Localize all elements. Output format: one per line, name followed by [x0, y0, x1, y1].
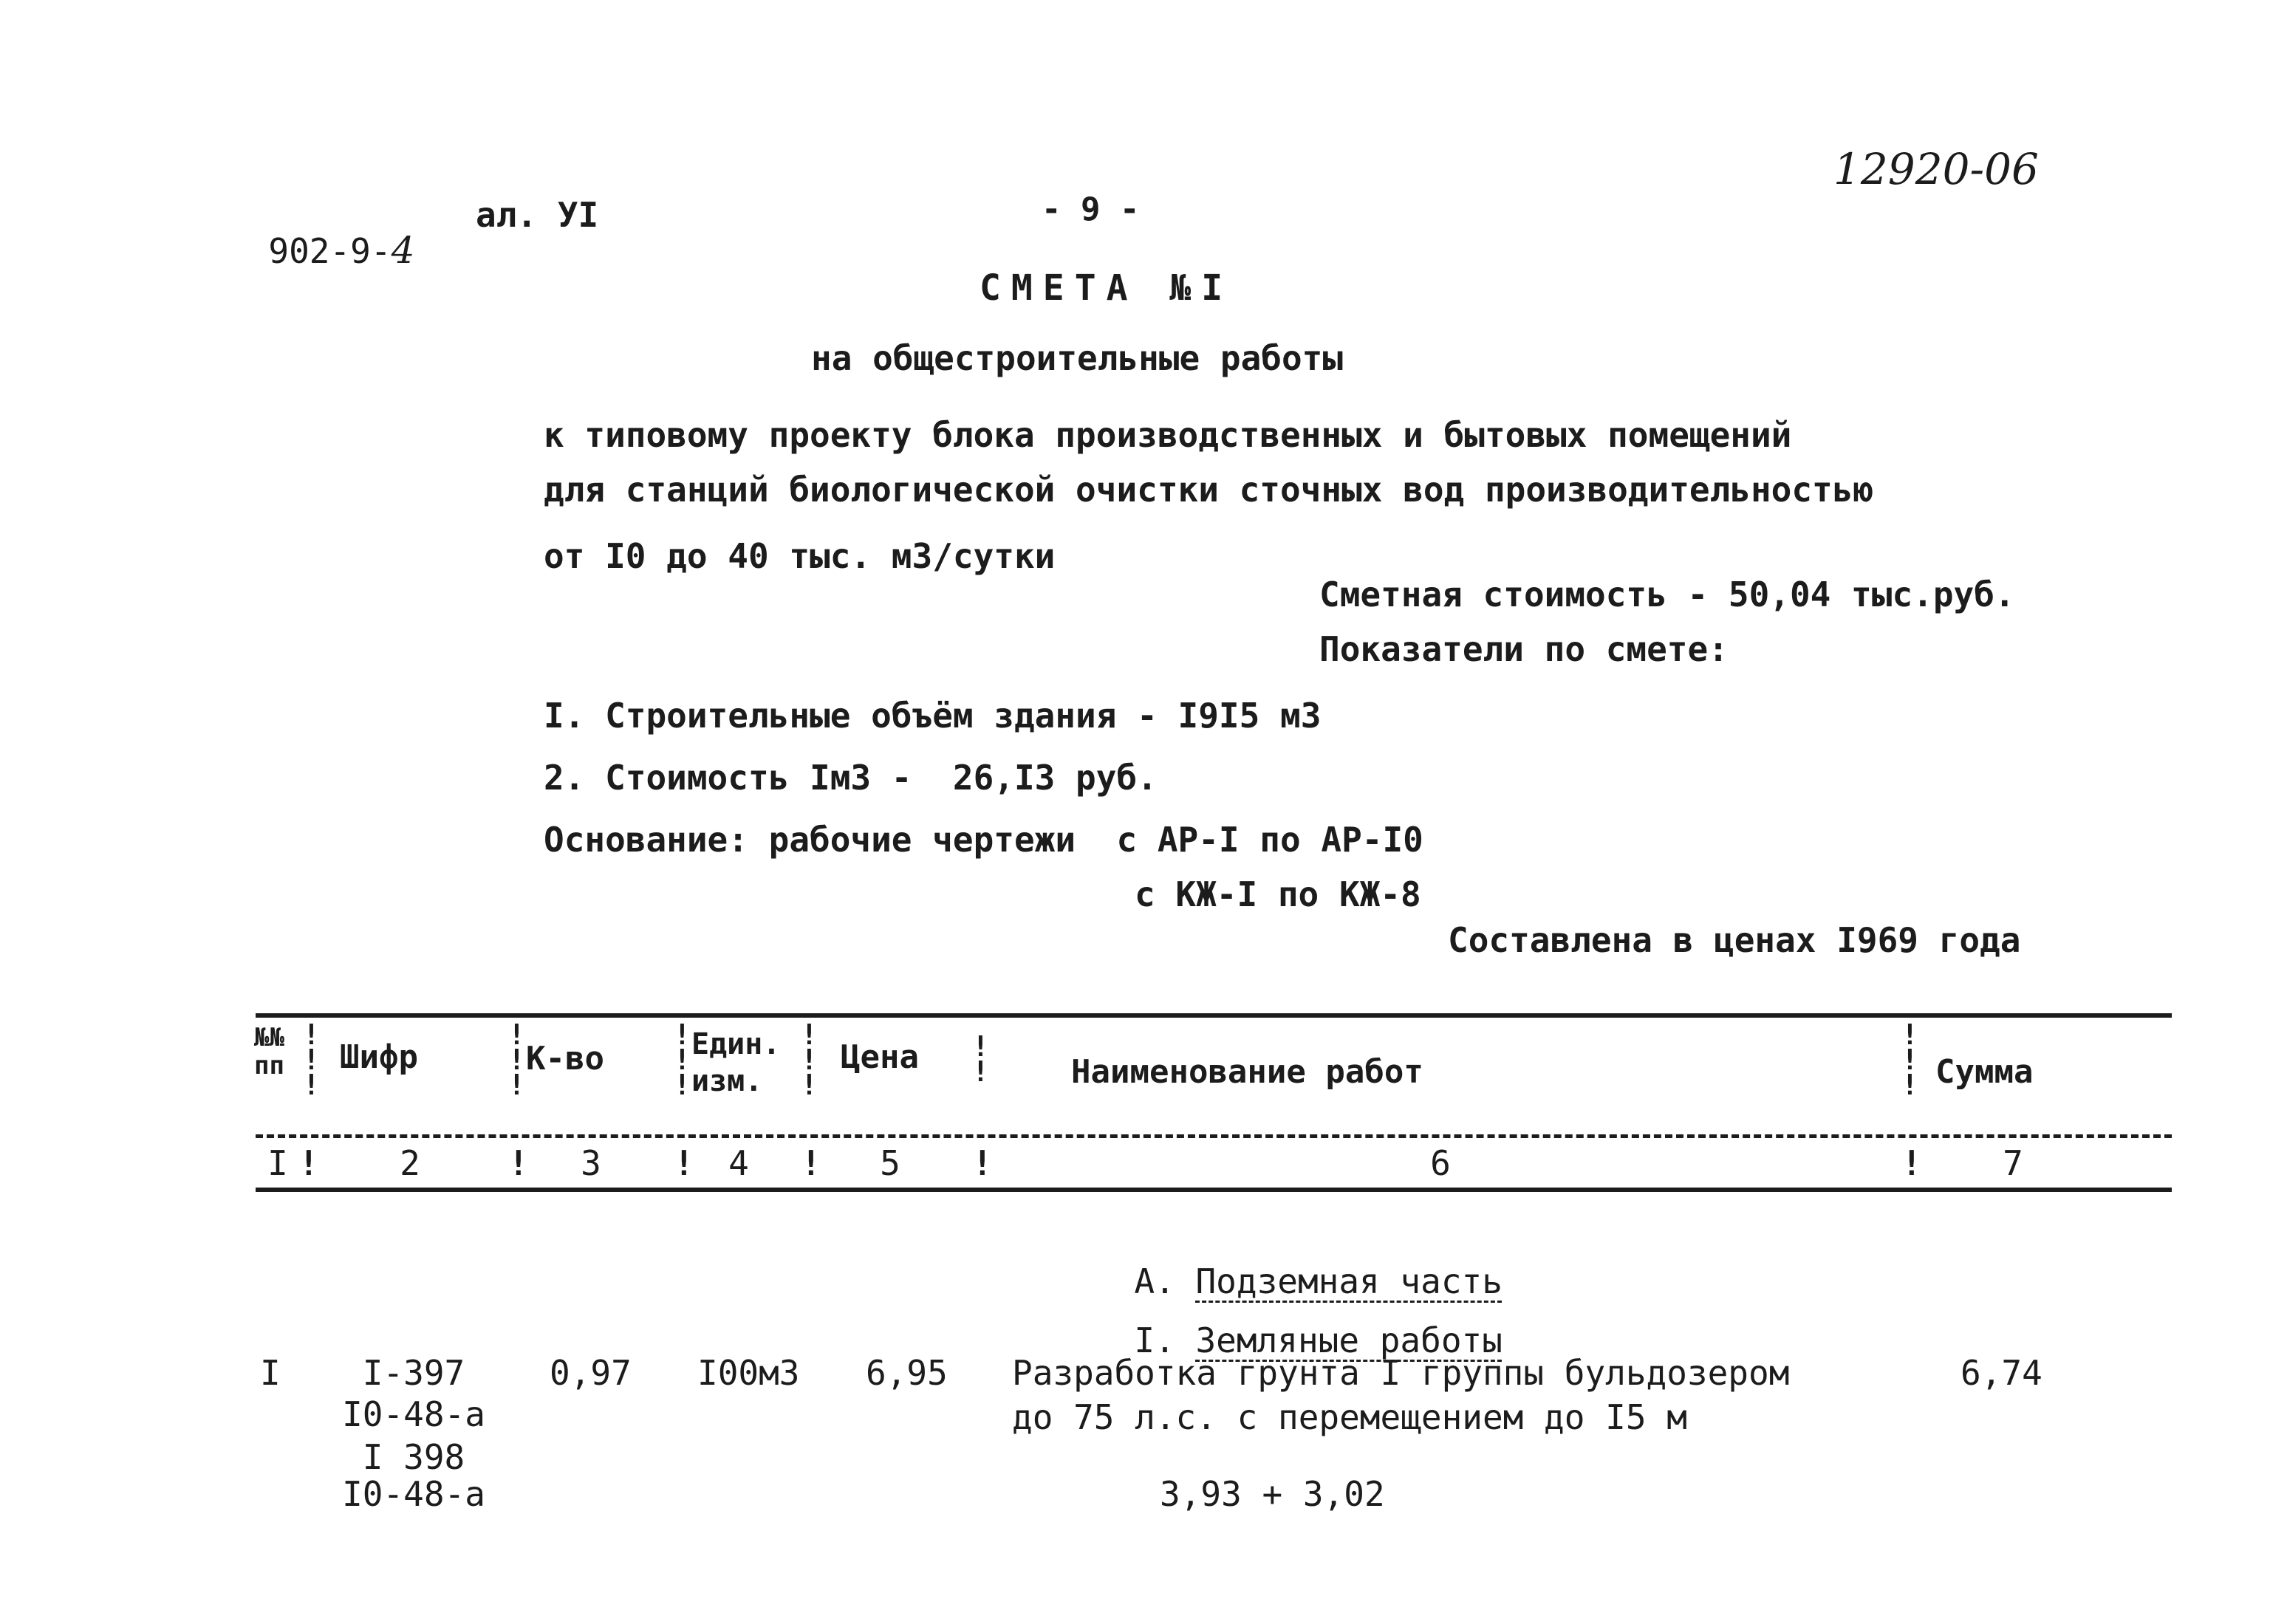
indicator-volume: I. Строительные объём здания - I9I5 м3 [544, 696, 1322, 736]
section-prefix: А. [1134, 1261, 1175, 1301]
row-price: 6,95 [866, 1353, 948, 1393]
section-underground-part [1093, 1230, 1503, 1301]
estimate-heading: СМЕТА №I [980, 267, 1234, 309]
header-num-line-2: пп [254, 1051, 284, 1080]
series-code: 902-9- [268, 231, 392, 271]
row-quantity: 0,97 [550, 1353, 632, 1393]
basis-line-1: Основание: рабочие чертежи с АР-I по АР-I0 [544, 820, 1423, 860]
col-number-2: 2 [400, 1143, 420, 1183]
col-number-separator: ! [508, 1143, 529, 1183]
row-code-3: I 398 [362, 1437, 465, 1477]
page-number: - 9 - [1042, 191, 1140, 228]
col-number-3: 3 [581, 1143, 601, 1183]
header-separators: ! ! ! [674, 1018, 691, 1101]
col-number-separator: ! [1901, 1143, 1922, 1183]
row-code-1: I-397 [362, 1353, 465, 1393]
col-number-separator: ! [972, 1143, 993, 1183]
col-number-7: 7 [2003, 1143, 2023, 1183]
header-separators: ! ! ! [1901, 1018, 1918, 1101]
col-number-1: I [267, 1143, 288, 1183]
col-number-6: 6 [1430, 1143, 1451, 1183]
row-code-4: I0-48-а [342, 1474, 485, 1514]
row-work-name-line-2: до 75 л.с. с перемещением до I5 м [1012, 1397, 1687, 1437]
header-unit-line-1: Един. [691, 1027, 781, 1061]
series-handwritten-digit: 4 [391, 229, 415, 272]
header-dashed-divider [256, 1134, 2172, 1138]
section-prefix: I. [1134, 1320, 1175, 1360]
col-number-4: 4 [728, 1143, 749, 1183]
indicators-label: Показатели по смете: [1319, 629, 1729, 669]
indicator-unit-cost: 2. Стоимость Iм3 - 26,I3 руб. [544, 758, 1158, 798]
row-sum: 6,74 [1960, 1353, 2042, 1393]
header-code: Шифр [340, 1038, 418, 1076]
row-work-name-line-1: Разработка грунта I группы бульдозером [1012, 1353, 1790, 1393]
row-unit: I00м3 [697, 1353, 800, 1393]
row-number: I [260, 1353, 281, 1393]
row-calculation: 3,93 + 3,02 [1160, 1474, 1385, 1514]
table-top-rule [256, 1013, 2172, 1018]
col-number-separator: ! [298, 1143, 319, 1183]
section-title: Подземная часть [1195, 1261, 1503, 1301]
col-number-separator: ! [674, 1143, 694, 1183]
header-price: Цена [841, 1038, 919, 1076]
col-number-5: 5 [880, 1143, 900, 1183]
document-series [228, 198, 415, 272]
row-code-2: I0-48-а [342, 1394, 485, 1434]
section-title: Земляные работы [1195, 1320, 1503, 1360]
col-number-separator: ! [801, 1143, 821, 1183]
project-description-line-1: к типовому проекту блока производственных и бытовых помещений [544, 415, 1792, 455]
estimated-cost: Сметная стоимость - 50,04 тыс.руб. [1319, 575, 2015, 614]
album-number: ал. УI [476, 195, 599, 235]
header-separators: ! ! ! [801, 1018, 818, 1101]
price-base-year: Составлена в ценах I969 года [1448, 920, 2021, 960]
document-number-handwritten: 12920-06 [1833, 144, 2039, 194]
project-description-line-2: для станций биологической очистки сточных вод производительностью [544, 470, 1874, 510]
header-quantity: К-во [526, 1040, 604, 1077]
header-separators: ! ! ! [303, 1018, 320, 1101]
header-separators: ! ! [972, 1030, 989, 1088]
project-description-line-3: от I0 до 40 тыс. м3/сутки [544, 536, 1056, 576]
header-sum: Сумма [1935, 1053, 2034, 1091]
header-separators: ! ! ! [508, 1018, 525, 1101]
header-unit-line-2: изм. [691, 1064, 763, 1098]
header-num-line-1: №№ [254, 1023, 284, 1052]
estimate-subtitle: на общестроительные работы [811, 338, 1344, 378]
table-header-bottom-rule [256, 1188, 2172, 1192]
header-work-name: Наименование работ [1071, 1053, 1423, 1091]
section-earthworks [1093, 1289, 1503, 1360]
basis-line-2: с КЖ-I по КЖ-8 [1135, 874, 1421, 914]
